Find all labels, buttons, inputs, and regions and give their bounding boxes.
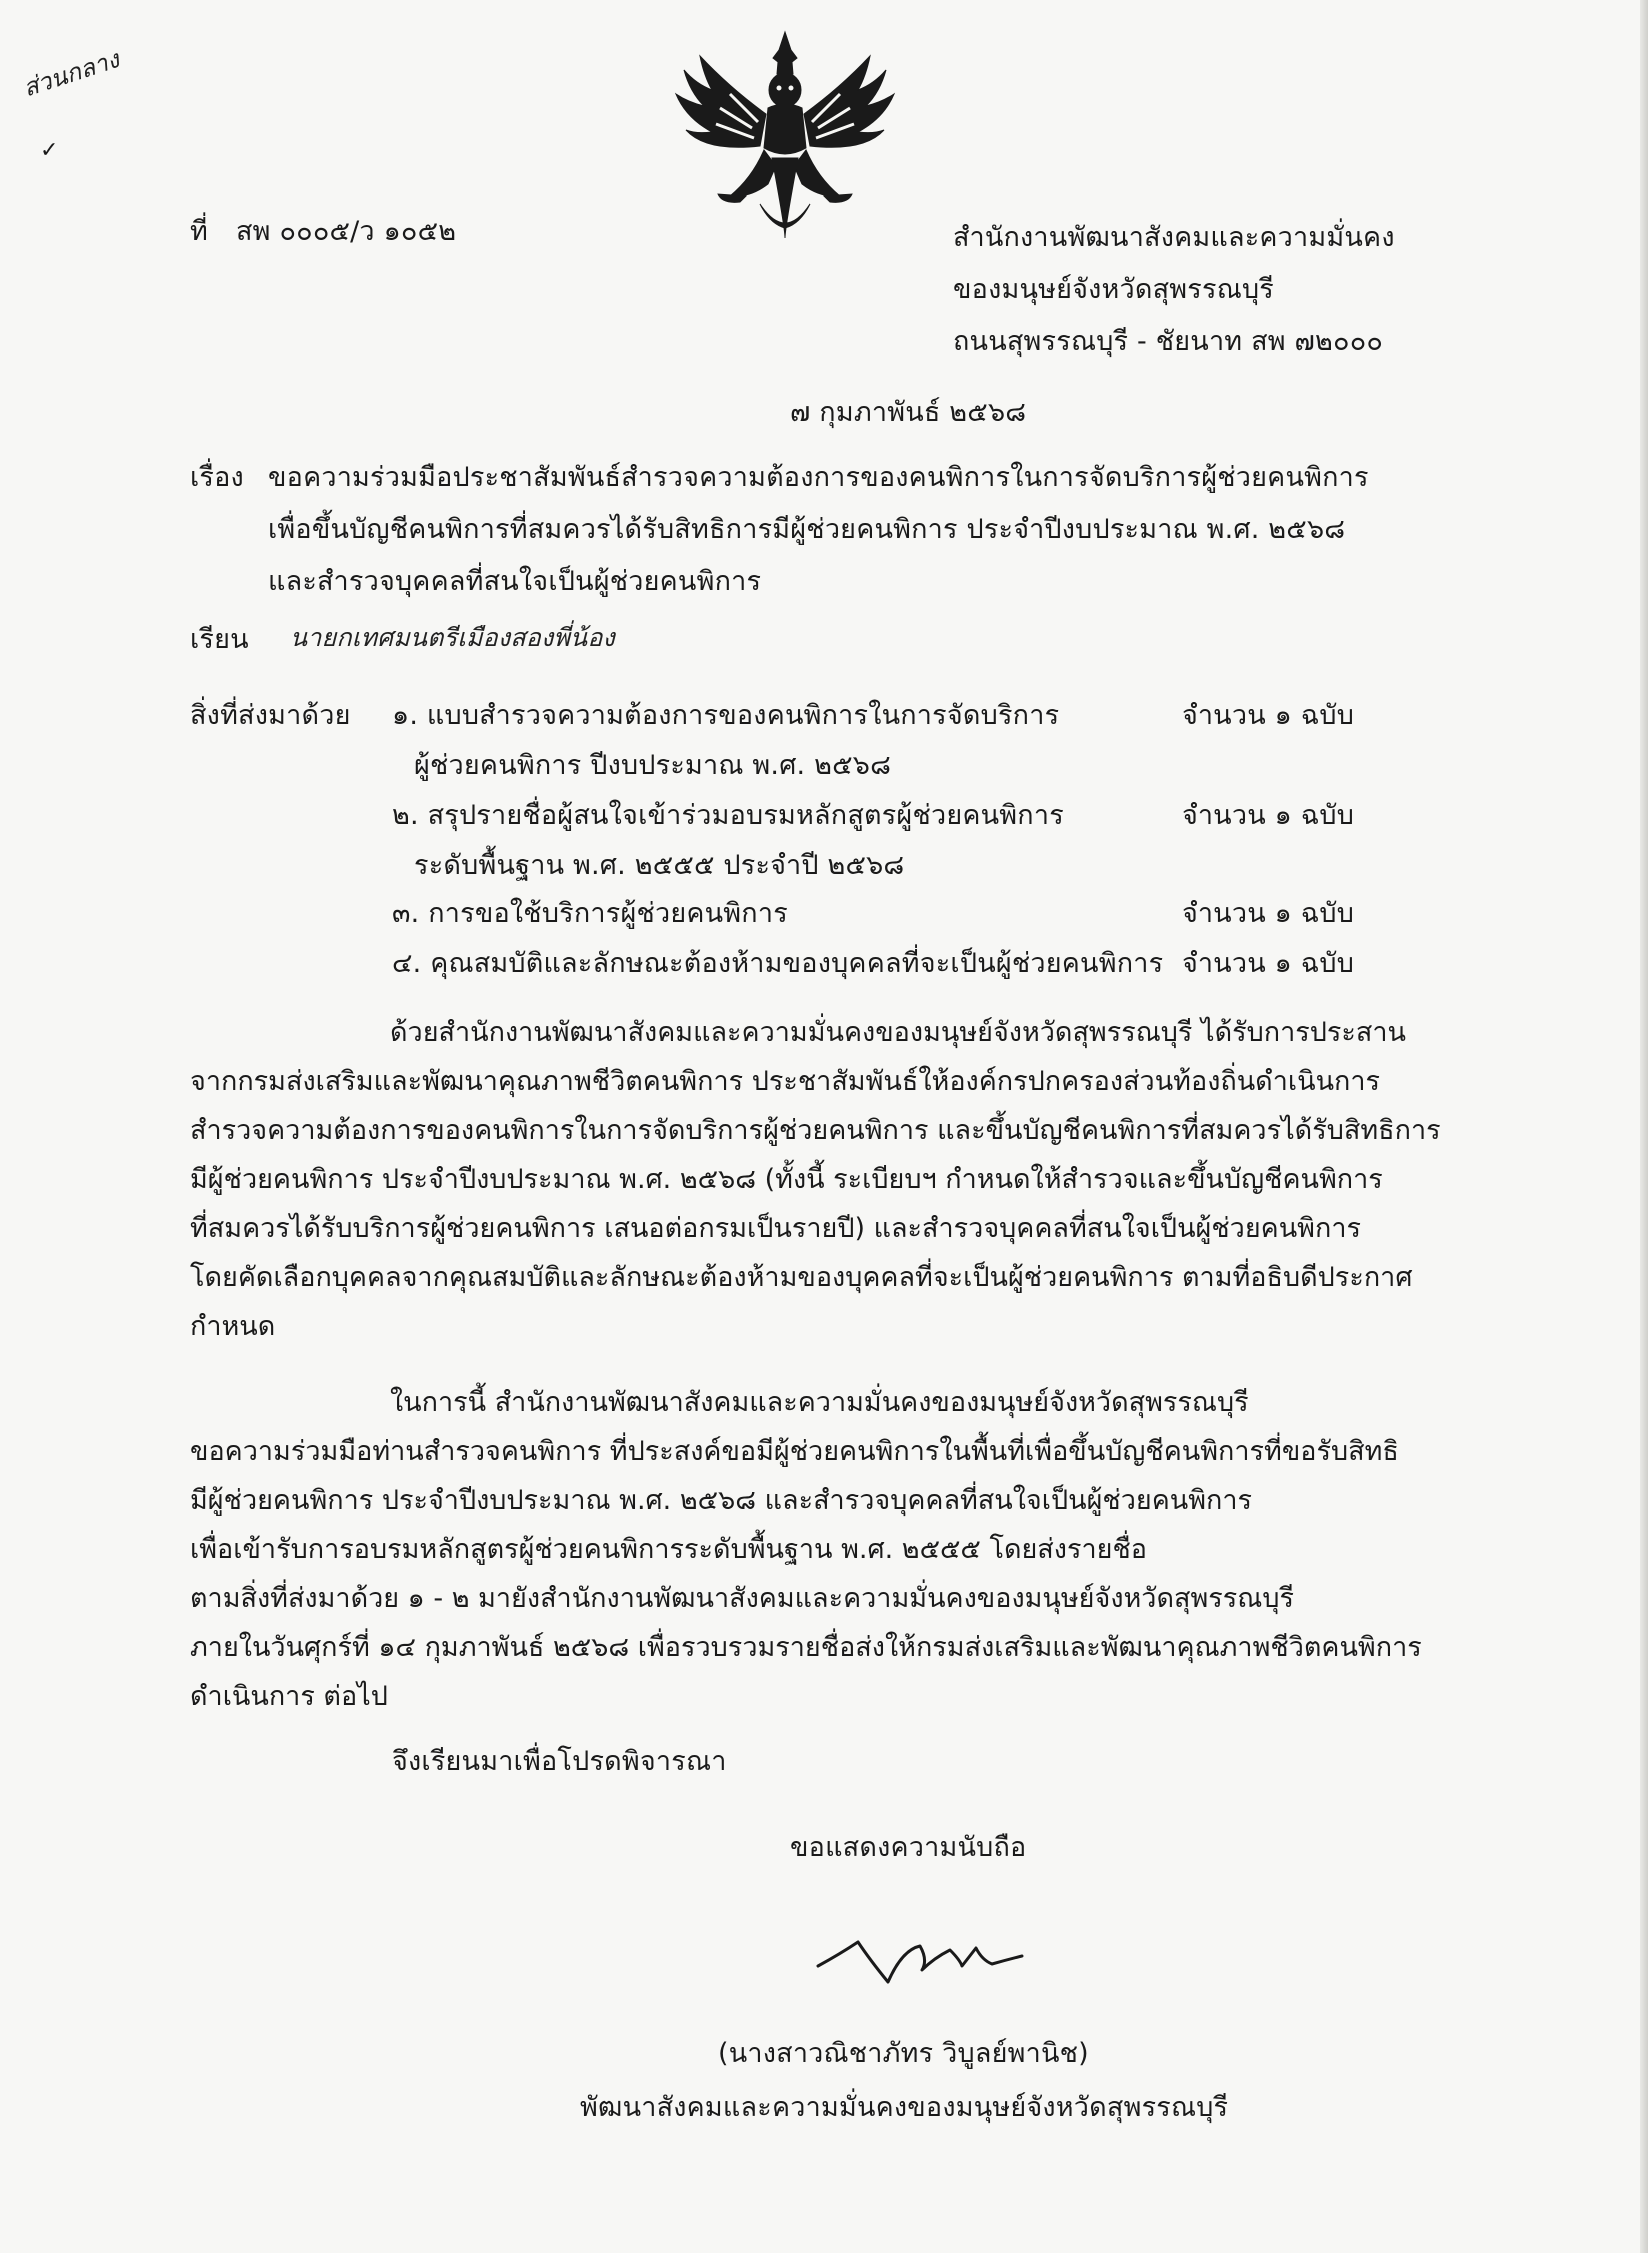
paragraph-line: โดยคัดเลือกบุคคลจากคุณสมบัติและลักษณะต้องห้ามของบุคคลที่จะเป็นผู้ช่วยคนพิการ ตามที่อธิบดีประกาศ [190, 1262, 1413, 1293]
office-line-1: สำนักงานพัฒนาสังคมและความมั่นคง [953, 222, 1395, 253]
paragraph-line: เพื่อเข้ารับการอบรมหลักสูตรผู้ช่วยคนพิการระดับพื้นฐาน พ.ศ. ๒๕๕๕ โดยส่งรายชื่อ [190, 1534, 1147, 1565]
body-paragraph-2 [190, 1378, 1440, 1721]
reference-label: ที่ [190, 216, 208, 247]
letter-date: ๗ กุมภาพันธ์ ๒๕๖๘ [790, 397, 1027, 428]
enclosure-1-line-2: ผู้ช่วยคนพิการ ปีงบประมาณ พ.ศ. ๒๕๖๘ [414, 750, 892, 781]
enclosure-2-line-1: ๒. สรุปรายชื่อผู้สนใจเข้าร่วมอบรมหลักสูตรผู้ช่วยคนพิการ [392, 800, 1064, 831]
subject-line-2: เพื่อขึ้นบัญชีคนพิการที่สมควรได้รับสิทธิการมีผู้ช่วยคนพิการ ประจำปีงบประมาณ พ.ศ. ๒๕๖๘ [268, 514, 1346, 545]
signer-name: (นางสาวณิชาภัทร วิบูลย์พานิช) [718, 2038, 1089, 2069]
margin-note: ส่วนกลาง [19, 45, 123, 103]
paragraph-line: ในการนี้ สำนักงานพัฒนาสังคมและความมั่นคงของมนุษย์จังหวัดสุพรรณบุรี [390, 1387, 1249, 1418]
body-paragraph-1 [190, 1008, 1440, 1351]
margin-tick: ✓ [40, 138, 59, 163]
office-line-3: ถนนสุพรรณบุรี - ชัยนาท สพ ๗๒๐๐๐ [953, 326, 1384, 357]
enclosure-3-qty: จำนวน ๑ ฉบับ [1182, 898, 1355, 929]
paragraph-line: ภายในวันศุกร์ที่ ๑๔ กุมภาพันธ์ ๒๕๖๘ เพื่อรวบรวมรายชื่อส่งให้กรมส่งเสริมและพัฒนาคุณภาพชีวิตคนพิการ [190, 1632, 1422, 1663]
enclosure-3-line-1: ๓. การขอใช้บริการผู้ช่วยคนพิการ [392, 898, 788, 929]
paragraph-line: มีผู้ช่วยคนพิการ ประจำปีงบประมาณ พ.ศ. ๒๕๖๘ และสำรวจบุคคลที่สนใจเป็นผู้ช่วยคนพิการ [190, 1485, 1253, 1516]
signer-position: พัฒนาสังคมและความมั่นคงของมนุษย์จังหวัดสุพรรณบุรี [580, 2092, 1229, 2123]
closing-text: จึงเรียนมาเพื่อโปรดพิจารณา [392, 1746, 727, 1777]
enclosure-2-qty: จำนวน ๑ ฉบับ [1182, 800, 1355, 831]
paragraph-line: ที่สมควรได้รับบริการผู้ช่วยคนพิการ เสนอต่อกรมเป็นรายปี) และสำรวจบุคคลที่สนใจเป็นผู้ช่วยคนพิการ [190, 1213, 1361, 1244]
paragraph-line: ดำเนินการ ต่อไป [190, 1681, 388, 1712]
paragraph-line: ด้วยสำนักงานพัฒนาสังคมและความมั่นคงของมนุษย์จังหวัดสุพรรณบุรี ได้รับการประสาน [390, 1017, 1407, 1048]
signature-icon [810, 1920, 1030, 2000]
enclosure-1-line-1: ๑. แบบสำรวจความต้องการของคนพิการในการจัดบริการ [392, 700, 1060, 731]
enclosure-4-qty: จำนวน ๑ ฉบับ [1182, 948, 1355, 979]
enclosure-2-line-2: ระดับพื้นฐาน พ.ศ. ๒๕๕๕ ประจำปี ๒๕๖๘ [414, 850, 905, 881]
paragraph-line: กำหนด [190, 1311, 276, 1342]
paragraph-line: มีผู้ช่วยคนพิการ ประจำปีงบประมาณ พ.ศ. ๒๕๖๘ (ทั้งนี้ ระเบียบฯ กำหนดให้สำรวจและขึ้นบัญชีคนพิการ [190, 1164, 1383, 1195]
office-line-2: ของมนุษย์จังหวัดสุพรรณบุรี [953, 274, 1274, 305]
subject-line-3: และสำรวจบุคคลที่สนใจเป็นผู้ช่วยคนพิการ [268, 566, 762, 597]
scan-edge [1640, 0, 1648, 2253]
to-recipient: นายกเทศมนตรีเมืองสองพี่น้อง [290, 623, 615, 652]
garuda-emblem-icon [660, 28, 910, 258]
to-label: เรียน [190, 624, 249, 655]
paragraph-line: สำรวจความต้องการของคนพิการในการจัดบริการผู้ช่วยคนพิการ และขึ้นบัญชีคนพิการที่สมควรได้รับสิทธิการ [190, 1115, 1441, 1146]
paragraph-line: ตามสิ่งที่ส่งมาด้วย ๑ - ๒ มายังสำนักงานพัฒนาสังคมและความมั่นคงของมนุษย์จังหวัดสุพรรณบุรี [190, 1583, 1294, 1614]
reference-number: สพ ๐๐๐๕/ว ๑๐๕๒ [236, 216, 457, 247]
subject-line-1: ขอความร่วมมือประชาสัมพันธ์สำรวจความต้องการของคนพิการในการจัดบริการผู้ช่วยคนพิการ [268, 462, 1369, 493]
regards-text: ขอแสดงความนับถือ [790, 1832, 1027, 1863]
enclosures-label: สิ่งที่ส่งมาด้วย [190, 700, 351, 731]
paragraph-line: ขอความร่วมมือท่านสำรวจคนพิการ ที่ประสงค์ขอมีผู้ช่วยคนพิการในพื้นที่เพื่อขึ้นบัญชีคนพิการที่ขอรับสิทธิ [190, 1436, 1399, 1467]
enclosure-1-qty: จำนวน ๑ ฉบับ [1182, 700, 1355, 731]
subject-label: เรื่อง [190, 462, 244, 493]
paragraph-line: จากกรมส่งเสริมและพัฒนาคุณภาพชีวิตคนพิการ ประชาสัมพันธ์ให้องค์กรปกครองส่วนท้องถิ่นดำเนินการ [190, 1066, 1381, 1097]
enclosure-4-line-1: ๔. คุณสมบัติและลักษณะต้องห้ามของบุคคลที่จะเป็นผู้ช่วยคนพิการ [392, 948, 1164, 979]
